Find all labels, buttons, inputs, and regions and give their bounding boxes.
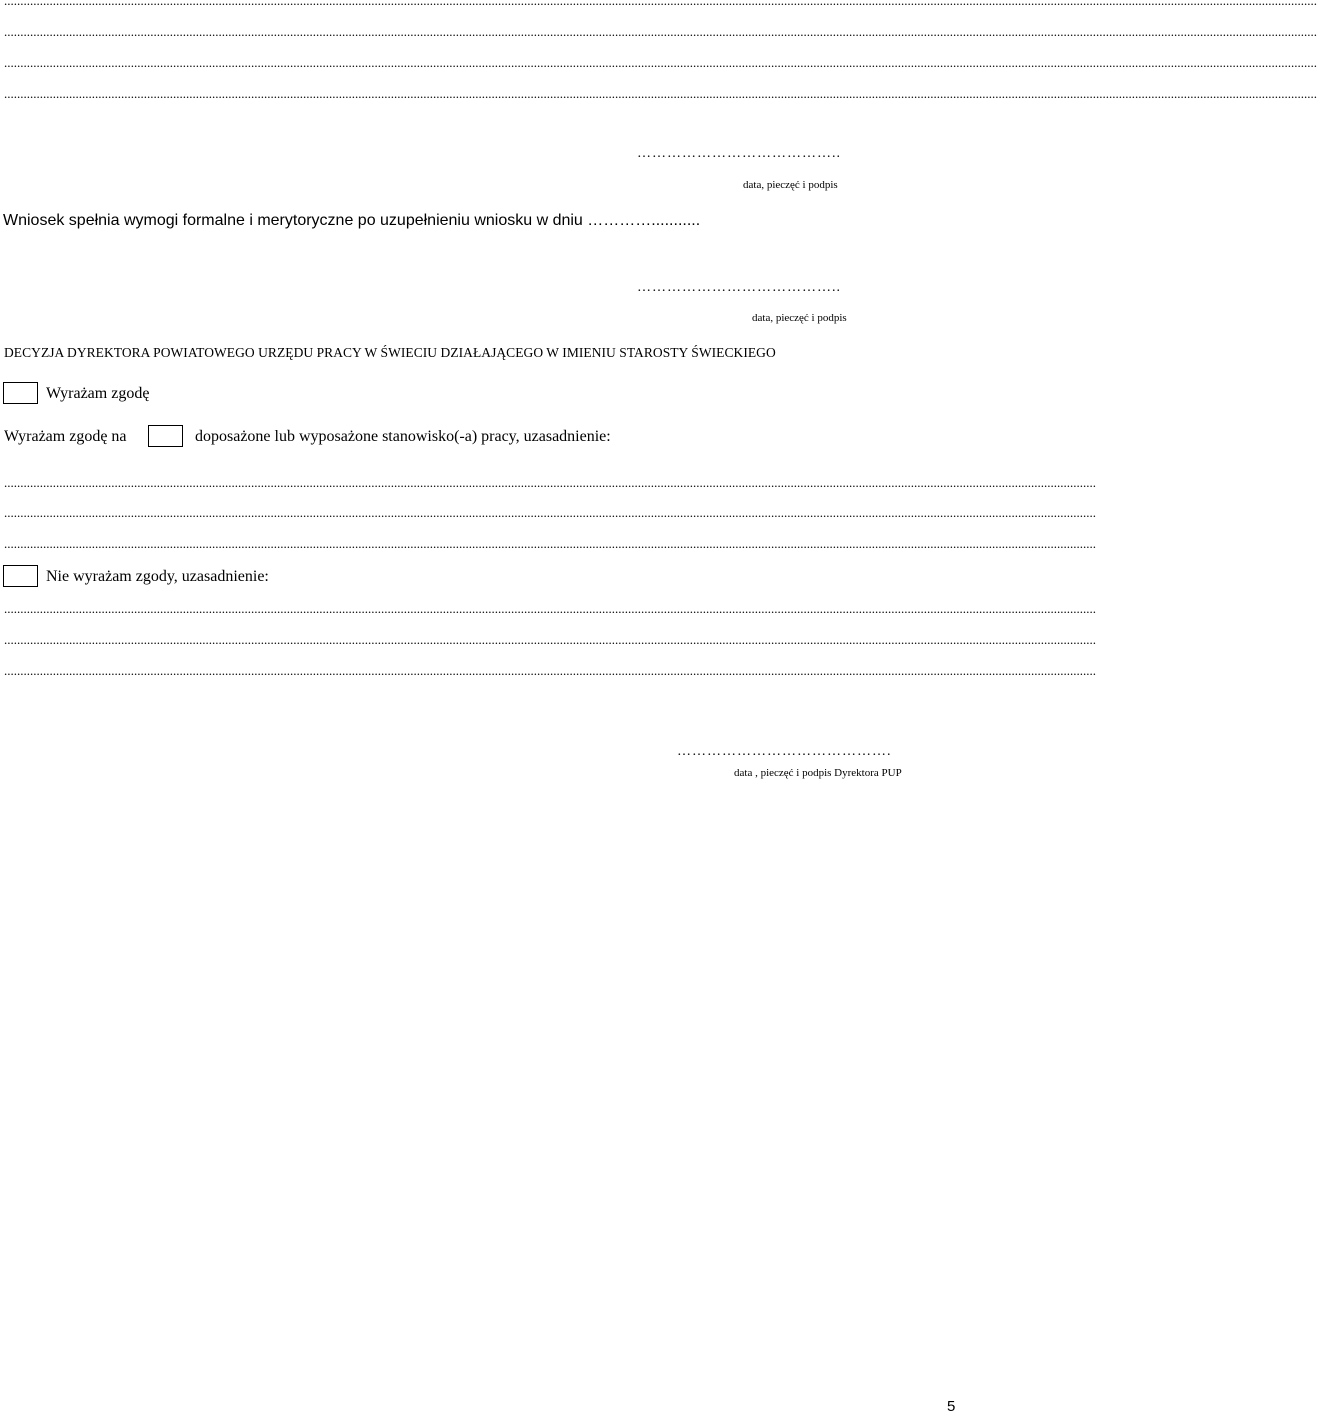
refusal-justification-line-1[interactable]: ................................................................................................................................................................................................................................................................................................................................................: [4, 601, 1096, 616]
director-signature-caption: data , pieczęć i podpis Dyrektora PUP: [734, 767, 902, 779]
consent-on-suffix: doposażone lub wyposażone stanowisko(-a) pracy, uzasadnienie:: [195, 428, 611, 445]
signature-1-dots: …………………………………..: [637, 146, 841, 161]
dotted-line-4: ....................................................................................................................................................................................................................................................................................................................................................................................................................: [4, 86, 1317, 101]
dotted-line-1: ....................................................................................................................................................................................................................................................................................................................................................................................................................: [4, 0, 1317, 8]
refusal-checkbox[interactable]: [3, 565, 38, 587]
consent-justification-line-1[interactable]: ................................................................................................................................................................................................................................................................................................................................................: [4, 475, 1096, 490]
formal-check-row: [3, 212, 700, 230]
position-count-box[interactable]: [148, 425, 183, 447]
consent-justification-line-3[interactable]: ................................................................................................................................................................................................................................................................................................................................................: [4, 536, 1096, 551]
dotted-line-3: ....................................................................................................................................................................................................................................................................................................................................................................................................................: [4, 55, 1317, 70]
consent-on-prefix: Wyrażam zgodę na: [4, 428, 127, 445]
dotted-line-2: ....................................................................................................................................................................................................................................................................................................................................................................................................................: [4, 24, 1317, 39]
director-signature-dots: …………………………………….: [677, 744, 892, 759]
refusal-label: Nie wyrażam zgody, uzasadnienie:: [46, 568, 269, 585]
formal-check-text: Wniosek spełnia wymogi formalne i merytoryczne po uzupełnieniu wniosku w dniu …………...........: [3, 212, 701, 229]
page-number: 5: [947, 1398, 956, 1415]
signature-2-dots: …………………………………..: [637, 280, 841, 295]
signature-2-caption: data, pieczęć i podpis: [752, 312, 847, 324]
consent-checkbox[interactable]: [3, 382, 38, 404]
refusal-justification-line-2[interactable]: ................................................................................................................................................................................................................................................................................................................................................: [4, 632, 1096, 647]
signature-1-caption: data, pieczęć i podpis: [743, 179, 838, 191]
decision-heading: DECYZJA DYREKTORA POWIATOWEGO URZĘDU PRACY W ŚWIECIU DZIAŁAJĄCEGO W IMIENIU STAROSTY ŚWIECKIEGO: [4, 345, 776, 360]
refusal-justification-line-3[interactable]: ................................................................................................................................................................................................................................................................................................................................................: [4, 663, 1096, 678]
consent-justification-line-2[interactable]: ................................................................................................................................................................................................................................................................................................................................................: [4, 505, 1096, 520]
consent-label: Wyrażam zgodę: [46, 385, 150, 402]
